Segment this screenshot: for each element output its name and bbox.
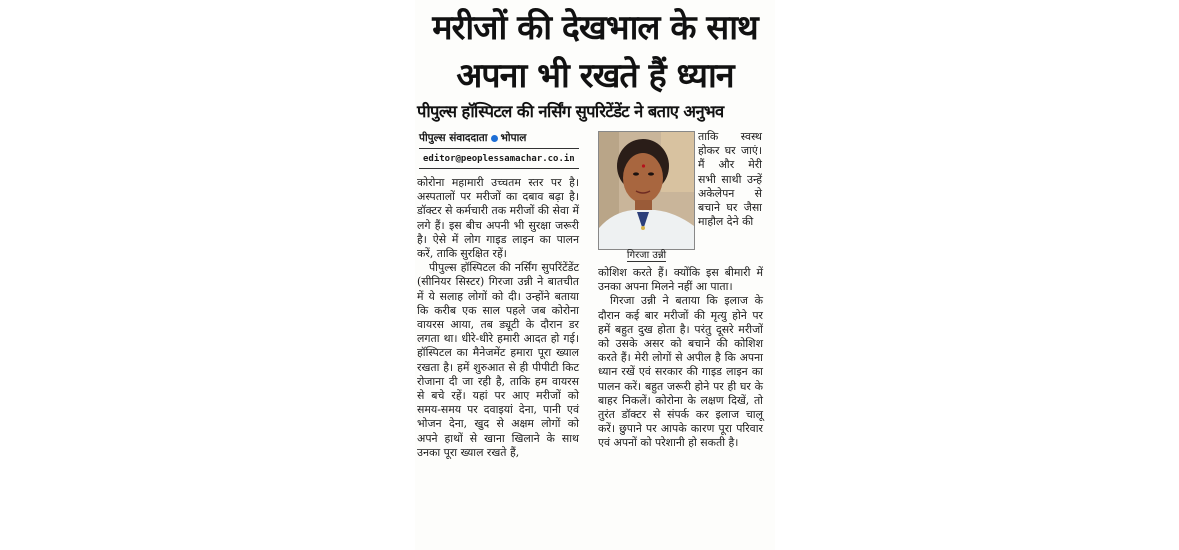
article-column-2 — [598, 266, 763, 451]
byline-divider — [419, 148, 579, 149]
headline-line-1: मरीजों की देखभाल के साथ — [432, 8, 758, 48]
headline — [419, 4, 771, 100]
paragraph-intro: कोरोना महामारी उच्चतम स्तर पर है। अस्पतालों पर मरीजों का दबाव बढ़ा है। डॉक्टर से कर्मचारी तक मरीजों की सेवा में लगे हैं। इस बीच अपनी भी सुरक्षा जरूरी है। ऐसे में लोग गाइड लाइन का पालन करें, ताकि सुरक्षित रहें। — [417, 176, 579, 261]
byline-dot — [491, 135, 498, 142]
byline — [419, 130, 579, 146]
article-column-1 — [417, 176, 579, 460]
email-divider — [419, 168, 579, 169]
paragraph-interview: पीपुल्स हॉस्पिटल की नर्सिंग सुपरिंटेंडेंट (सीनियर सिस्टर) गिरजा उन्नी ने बातचीत में ये सलाह लोगों को दी। उन्होंने बताया कि करीब एक साल पहले जब कोरोना वायरस आया, तब ड्यूटी के दौरान डर लगता था। धीरे-धीरे हमारी आदत हो गई। हॉस्पिटल का मैनेजमेंट हमारा पूरा ख्याल रखता है। हमें शुरुआत से ही पीपीटी किट रोजाना दी जा रही है, ताकि हम वायरस से बचे रहें। यहां पर आए मरीजों को समय-समय पर दवाइयां देना, पानी एवं भोजन देना, खुद से अक्षम लोगों को अपने हाथों से खाना खिलाने के साथ उनका पूरा ख्याल रखते हैं, — [417, 261, 579, 459]
reporter-email: editor@peoplessamachar.co.in — [423, 154, 575, 164]
subheadline: पीपुल्स हॉस्पिटल की नर्सिंग सुपरिटेंडेंट ने बताए अनुभव — [417, 102, 724, 121]
article-column-2-top — [698, 130, 762, 229]
headline-line-2: अपना भी रखते हैं ध्यान — [456, 56, 734, 96]
newspaper-clipping — [415, 0, 775, 550]
portrait-photo — [598, 131, 695, 250]
paragraph-wrap: ताकि स्वस्थ होकर घर जाएं। मैं और मेरी सभी साथी उन्हें अकेलेपन से बचाने घर जैसा माहौल देने की — [698, 130, 762, 229]
byline-location: भोपाल — [500, 132, 527, 144]
byline-author: पीपुल्स संवाददाता — [419, 132, 488, 144]
photo-caption: गिरजा उन्नी — [626, 250, 667, 261]
paragraph-continued: कोशिश करते हैं। क्योंकि इस बीमारी में उनका अपना मिलने नहीं आ पाता। — [598, 266, 763, 294]
paragraph-appeal: गिरजा उन्नी ने बताया कि इलाज के दौरान कई बार मरीजों की मृत्यु होने पर हमें बहुत दुख होता है। परंतु दूसरे मरीजों को उसके असर को बचाने की कोशिश करते हैं। मेरी लोगों से अपील है कि अपना ध्यान रखें एवं सरकार की गाइड लाइन का पालन करें। बहुत जरूरी होने पर ही घर के बाहर निकलें। कोरोना के लक्षण दिखें, तो तुरंत डॉक्टर से संपर्क कर इलाज चालू करें। छुपाने पर आपके कारण पूरा परिवार एवं अपनों को परेशानी हो सकती है। — [598, 294, 763, 450]
portrait-image — [599, 132, 694, 249]
